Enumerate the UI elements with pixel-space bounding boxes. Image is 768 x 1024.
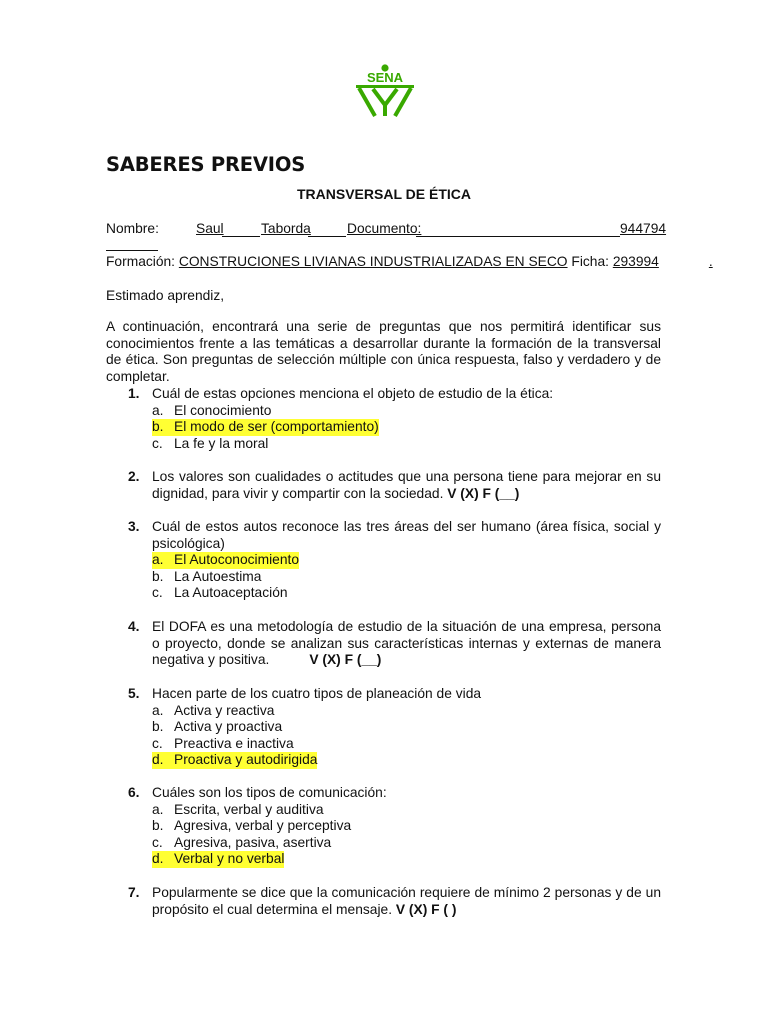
question-text: Cuál de estos autos reconoce las tres áreas del ser humano (área física, social y psicológica) [152,519,661,551]
option-c[interactable]: c. Preactiva e inactiva [152,735,294,751]
question-number: 1. [128,386,140,401]
option-c[interactable]: c. Agresiva, pasiva, asertiva [152,834,332,850]
formacion-label: Formación: [106,254,176,269]
option-a-selected[interactable]: a. El Autoconocimiento [152,552,300,568]
question-text: Popularmente se dice que la comunicación requiere de mínimo 2 personas y de un propósito el cual determina el mensaje. V (X) F ( ) [152,885,661,917]
name-label: Nombre: [106,221,159,236]
name-underline-2 [308,236,346,237]
sena-logo-text: SENA [366,70,404,85]
question-1 [106,386,661,452]
intro-paragraph: A continuación, encontrará una serie de preguntas que nos permitirá identificar sus conocimientos frente a las temáticas a desarrollar durante la formación de la transversal de ética. Son preguntas de selección múltiple con única respuesta, falso y verdadero y de completar. [106,319,661,384]
true-false-answer[interactable]: V (X) F ( ) [395,901,457,917]
document-label: Documento: [347,221,422,236]
option-a[interactable]: a. El conocimiento [152,402,272,418]
ficha-label: Ficha: [571,254,609,269]
option-d-selected[interactable]: d. Proactiva y autodirigida [152,752,318,768]
option-b[interactable]: b. La Autoestima [152,568,262,584]
option-b[interactable]: b. Agresiva, verbal y perceptiva [152,818,352,834]
question-number: 7. [128,885,140,900]
question-number: 4. [128,619,140,634]
option-c[interactable]: c. La fe y la moral [152,435,269,451]
formacion-row [106,254,721,269]
ficha-suffix: . [708,254,713,269]
first-name: Saul [196,221,224,236]
question-text: Cuáles son los tipos de comunicación: [152,785,387,800]
question-text: El DOFA es una metodología de estudio de la situación de una empresa, persona o proyecto, donde se analizan sus características internas y externas de manera negativa y positiva. V (X) F (__) [152,619,661,668]
option-a[interactable]: a. Activa y reactiva [152,702,275,718]
option-b-selected[interactable]: b. El modo de ser (comportamiento) [152,419,379,435]
last-name: Taborda [261,221,311,236]
formacion-value: CONSTRUCIONES LIVIANAS INDUSTRIALIZADAS EN SECO [178,254,568,269]
option-c[interactable]: c. La Autoaceptación [152,585,288,601]
question-4 [106,619,661,669]
option-b[interactable]: b. Activa y proactiva [152,719,283,735]
question-3 [106,519,661,602]
true-false-answer[interactable]: V (X) F (__) [309,652,382,668]
question-text: Los valores son cualidades o actitudes que una persona tiene para mejorar en su dignidad, para vivir y compartir con la sociedad. V (X) F (__) [152,469,661,501]
subtitle: TRANSVERSAL DE ÉTICA [297,186,471,202]
ficha-value: 293994 [612,254,659,269]
question-text: Hacen parte de los cuatro tipos de planeación de vida [152,686,482,701]
sena-logo [353,64,417,118]
document-underline [416,236,620,237]
question-7 [106,885,661,918]
question-2 [106,469,661,502]
question-number: 2. [128,469,140,484]
document-value: 944794 [620,221,667,236]
question-6 [106,785,661,868]
true-false-answer[interactable]: V (X) F (__) [447,485,520,501]
name-underline [222,236,260,237]
document-underline-wrap [106,250,158,251]
question-number: 5. [128,686,140,701]
greeting: Estimado aprendiz, [106,288,225,303]
question-number: 6. [128,785,140,800]
page-title: SABERES PREVIOS [106,153,306,176]
question-number: 3. [128,519,140,534]
question-text: Cuál de estas opciones menciona el objeto de estudio de la ética: [152,386,554,401]
option-d-selected[interactable]: d. Verbal y no verbal [152,851,285,867]
option-a[interactable]: a. Escrita, verbal y auditiva [152,801,324,817]
question-5 [106,686,661,769]
